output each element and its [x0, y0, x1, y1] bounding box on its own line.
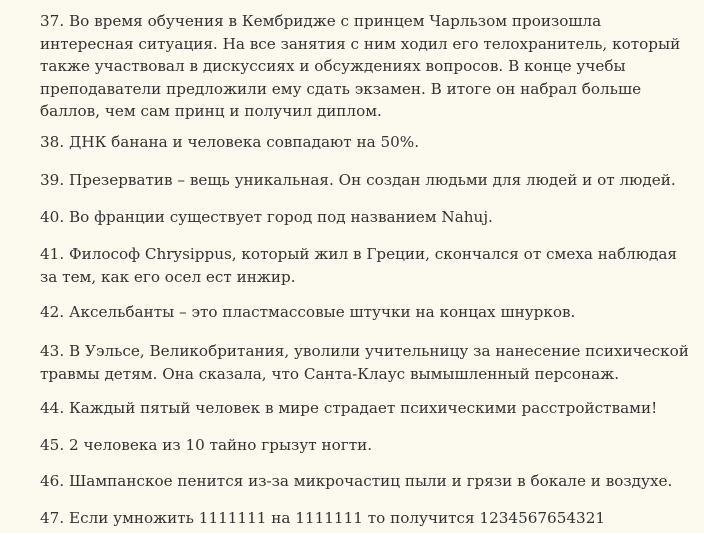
text-line: 38. ДНК банана и человека совпадают на 50%.: [40, 133, 420, 151]
fact-42: [40, 301, 665, 324]
text-line: 41. Философ Chrysippus, который жил в Греции, скончался от смеха наблюдая: [40, 245, 677, 263]
text-line: 42. Аксельбанты – это пластмассовые штучки на концах шнурков.: [40, 303, 576, 321]
text-line: 39. Презерватив – вещь уникальная. Он создан людьми для людей и от людей.: [40, 171, 676, 189]
text-line: за тем, как его осел ест инжир.: [40, 267, 296, 286]
text-line: интересная ситуация. На все занятия с ним ходил его телохранитель, который: [40, 34, 681, 53]
text-line: баллов, чем сам принц и получил диплом.: [40, 102, 382, 120]
fact-41: [40, 243, 677, 288]
text-line: травмы детям. Она сказала, что Санта-Клаус вымышленный персонаж.: [40, 364, 620, 383]
fact-38: [40, 131, 665, 154]
text-line: также участвовал в дискуссиях и обсуждениях вопросов. В конце учебы: [40, 57, 626, 75]
text-line: преподаватели предложили ему сдать экзамен. В итоге он набрал больше: [40, 79, 642, 98]
text-line: 43. В Уэльсе, Великобритания, уволили учительницу за нанесение психической: [40, 342, 689, 360]
fact-43: [40, 340, 689, 385]
text-line: 47. Если умножить 1111111 на 1111111 то получится 1234567654321: [40, 509, 606, 527]
fact-40: [40, 206, 665, 229]
text-line: 46. Шампанское пенится из-за микрочастиц пыли и грязи в бокале и воздухе.: [40, 472, 673, 490]
text-line: 45. 2 человека из 10 тайно грызут ногти.: [40, 436, 373, 454]
fact-47: [40, 507, 665, 530]
fact-39: [40, 169, 676, 192]
text-line: 44. Каждый пятый человек в мире страдает психическими расстройствами!: [40, 399, 658, 417]
fact-44: [40, 397, 665, 420]
fact-37: [40, 10, 681, 123]
fact-46: [40, 470, 673, 493]
text-line: 37. Во время обучения в Кембридже с принцем Чарльзом произошла: [40, 12, 602, 30]
text-line: 40. Во франции существует город под названием Nahuj.: [40, 208, 493, 226]
fact-45: [40, 434, 665, 457]
